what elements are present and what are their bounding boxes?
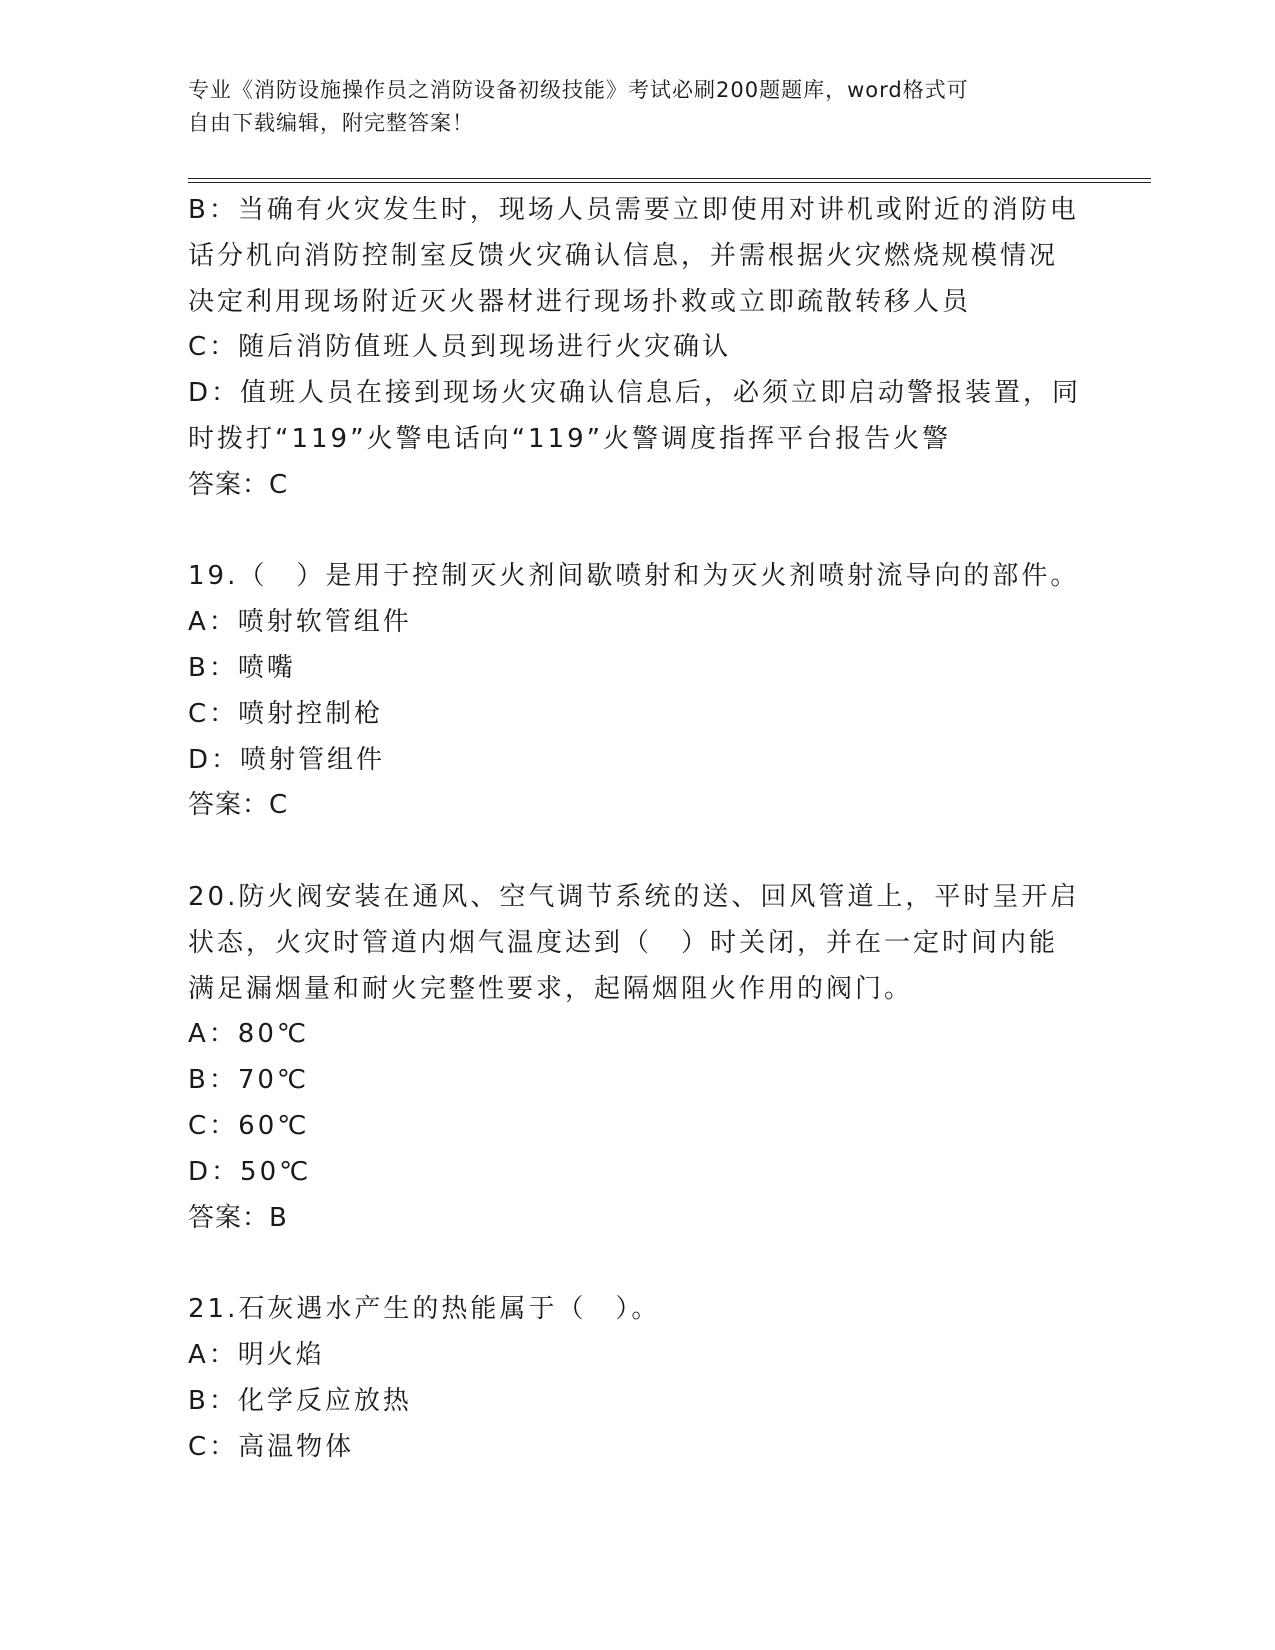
question-stem-line-2: 状态，火灾时管道内烟气温度达到（ ）时关闭，并在一定时间内能	[188, 927, 1059, 958]
question-stem: 21.石灰遇水产生的热能属于（ ）。	[188, 1294, 661, 1325]
option-d-line-1: D：值班人员在接到现场火灾确认信息后，必须立即启动警报装置，同	[188, 378, 1082, 409]
header-line-1: 专业《消防设施操作员之消防设备初级技能》考试必刷200题题库，word格式可	[188, 78, 969, 102]
option-b-line-3: 决定利用现场附近灭火器材进行现场扑救或立即疏散转移人员	[188, 286, 972, 317]
previous-question-block	[188, 188, 1088, 509]
question-content	[188, 188, 1088, 1470]
option-d: D：50℃	[188, 1156, 312, 1187]
option-a: A：明火焰	[188, 1339, 325, 1370]
question-stem-line-1: 20.防火阀安装在通风、空气调节系统的送、回风管道上，平时呈开启	[188, 881, 1080, 912]
option-c: C：喷射控制枪	[188, 698, 384, 729]
option-d: D：喷射管组件	[188, 744, 386, 775]
header-divider-top	[188, 178, 1151, 179]
question-21	[188, 1287, 1088, 1470]
option-a: A：80℃	[188, 1019, 310, 1050]
question-stem: 19.（ ）是用于控制灭火剂间歇喷射和为灭火剂喷射流导向的部件。	[188, 561, 1080, 592]
answer: 答案：C	[188, 469, 289, 500]
question-19	[188, 554, 1088, 829]
option-b: B：化学反应放热	[188, 1385, 412, 1416]
option-c: C：随后消防值班人员到现场进行火灾确认	[188, 332, 732, 363]
option-b-line-2: 话分机向消防控制室反馈火灾确认信息，并需根据火灾燃烧规模情况	[188, 240, 1059, 271]
option-b-line-1: B：当确有火灾发生时，现场人员需要立即使用对讲机或附近的消防电	[188, 195, 1079, 225]
option-b: B：70℃	[188, 1065, 310, 1096]
option-c: C：60℃	[188, 1110, 310, 1141]
option-b: B：喷嘴	[188, 652, 296, 683]
option-c: C：高温物体	[188, 1431, 355, 1462]
header-divider-bottom	[188, 182, 1151, 183]
option-a: A：喷射软管组件	[188, 607, 412, 638]
header-line-2: 自由下载编辑，附完整答案！	[188, 111, 474, 135]
page-header	[188, 74, 1088, 140]
answer: 答案：C	[188, 790, 289, 821]
option-d-line-2: 时拨打“119”火警电话向“119”火警调度指挥平台报告火警	[188, 423, 952, 454]
answer: 答案：B	[188, 1202, 288, 1233]
question-20	[188, 875, 1088, 1241]
question-stem-line-3: 满足漏烟量和耐火完整性要求，起隔烟阻火作用的阀门。	[188, 973, 914, 1004]
